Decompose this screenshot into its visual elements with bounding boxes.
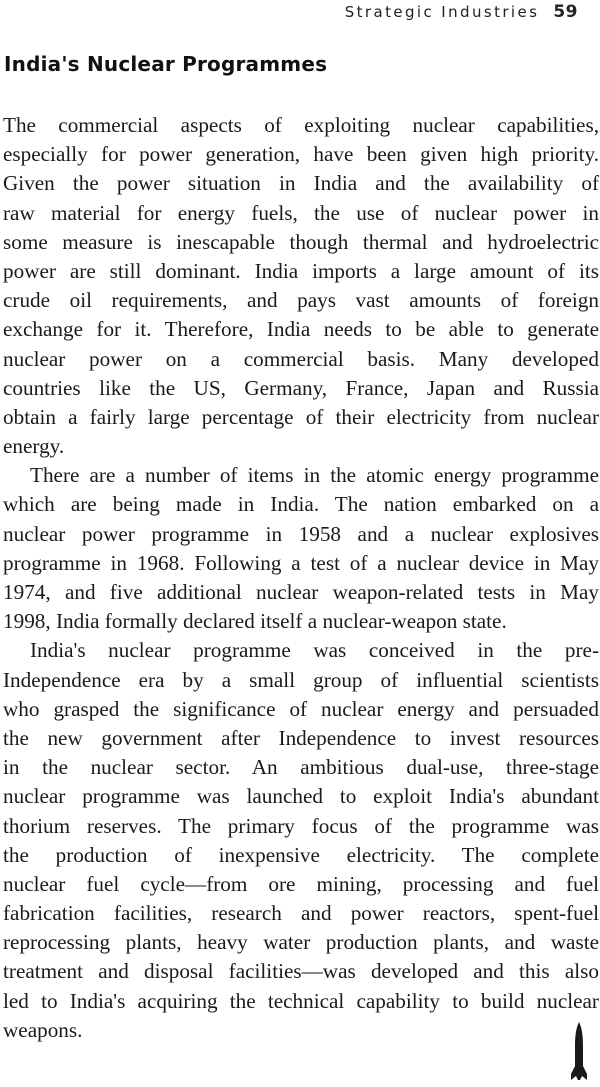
paragraph-2-line: There are a number of items in the atomic energy programme [30, 463, 599, 488]
paragraph-1-line: power are still dominant. India imports a large amount of its [3, 258, 599, 283]
paragraph-2-line: nuclear power programme in 1958 and a nuclear explosives [3, 521, 599, 546]
paragraph-1-line: raw material for energy fuels, the use of nuclear power in [3, 200, 599, 225]
running-head [345, 0, 578, 24]
paragraph-3-line: the new government after Independence to invest resources [3, 725, 599, 750]
paragraph-1-line: Given the power situation in India and the availability of [3, 171, 599, 196]
paragraph-3-line: in the nuclear sector. An ambitious dual-use, three-stage [3, 755, 599, 780]
paragraph-1-line: especially for power generation, have been given high priority. [3, 142, 599, 167]
paragraph-1-line: crude oil requirements, and pays vast amounts of foreign [3, 288, 599, 313]
rocket-icon [567, 1022, 591, 1082]
paragraph-2-line: 1974, and five additional nuclear weapon-related tests in May [3, 580, 599, 604]
paragraph-1-line: some measure is inescapable though thermal and hydroelectric [3, 229, 599, 254]
paragraph-3-line: Independence era by a small group of influential scientists [3, 667, 599, 692]
section-heading: India's Nuclear Programmes [4, 52, 328, 76]
paragraph-2-line: 1998, India formally declared itself a nuclear-weapon state. [3, 609, 507, 634]
paragraph-1-line: The commercial aspects of exploiting nuclear capabilities, [3, 113, 599, 137]
paragraph-3-line: weapons. [3, 1017, 83, 1042]
paragraph-1-line: countries like the US, Germany, France, Japan and Russia [3, 375, 599, 400]
paragraph-3-line: nuclear fuel cycle—from ore mining, processing and fuel [3, 871, 599, 896]
paragraph-3-line: treatment and disposal facilities—was developed and this also [3, 959, 599, 984]
paragraph-3-line: the production of inexpensive electricity. The complete [3, 842, 599, 867]
running-head-title: Strategic Industries [344, 3, 540, 21]
page-number: 59 [553, 2, 578, 22]
paragraph-3-line: thorium reserves. The primary focus of the programme was [3, 813, 599, 838]
paragraph-3-line: who grasped the significance of nuclear energy and persuaded [3, 696, 599, 721]
paragraph-1-line: nuclear power on a commercial basis. Many developed [3, 346, 599, 371]
body-text [3, 111, 599, 1045]
paragraph-3-line: nuclear programme was launched to exploit India's abundant [3, 784, 599, 809]
paragraph-3-line: reprocessing plants, heavy water production plants, and waste [3, 930, 599, 955]
paragraph-2-line: which are being made in India. The nation embarked on a [3, 492, 599, 517]
paragraph-2-line: programme in 1968. Following a test of a nuclear device in May [3, 550, 599, 575]
paragraph-1-line: energy. [3, 434, 65, 459]
paragraph-3-line: fabrication facilities, research and power reactors, spent-fuel [3, 901, 599, 926]
paragraph-1-line: exchange for it. Therefore, India needs to be able to generate [3, 317, 599, 342]
paragraph-3-line: led to India's acquiring the technical capability to build nuclear [3, 988, 599, 1013]
paragraph-1-line: obtain a fairly large percentage of their electricity from nuclear [3, 404, 599, 429]
paragraph-3-line: India's nuclear programme was conceived in the pre- [30, 638, 599, 663]
